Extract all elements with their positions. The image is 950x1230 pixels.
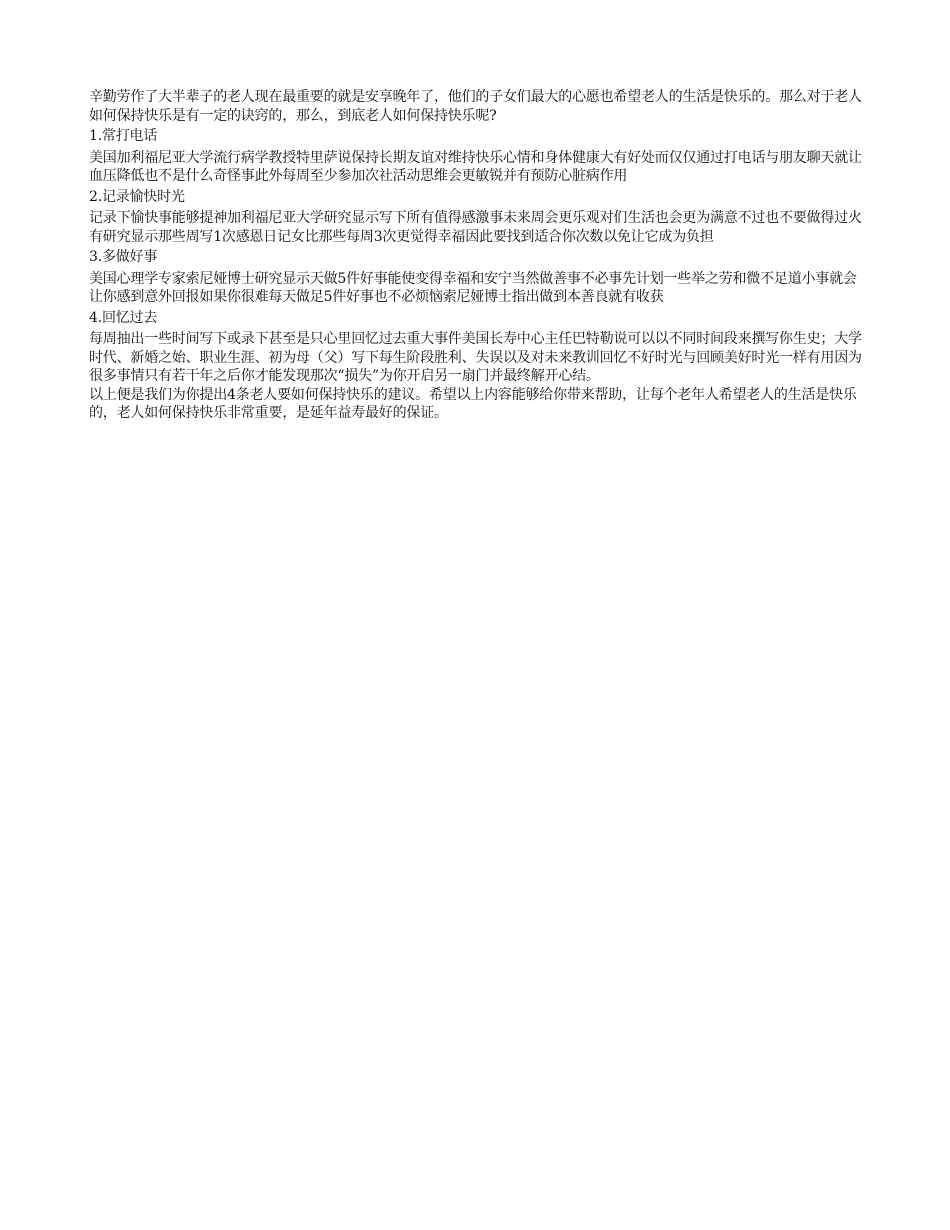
section-body-2: 记录下愉快事能够提神加利福尼亚大学研究显示写下所有值得感激事未来周会更乐观对们生活也会更为满意不过也不要做得过火有研究显示那些周写1次感恩日记女比那些每周3次更觉得幸福因此要找到适合你次数以免让它成为负担: [89, 210, 862, 245]
section-heading-4: 4.回忆过去: [89, 309, 158, 326]
section-heading-2: 2.记录愉快时光: [89, 188, 185, 205]
section-body-4: 每周抽出一些时间写下或录下甚至是只心里回忆过去重大事件美国长寿中心主任巴特勒说可以以不同时间段来撰写你生史；大学时代、新婚之始、职业生涯、初为母（父）写下每生阶段胜利、失误以及对未来教训回忆不好时光与回顾美好时光一样有用因为很多事情只有若干年之后你才能发现那次“损失”为你开启另一扇门并最终解开心结。: [89, 331, 862, 384]
document-page: [89, 88, 864, 423]
section-body-3: 美国心理学专家索尼娅博士研究显示天做5件好事能使变得幸福和安宁当然做善事不必事先计划一些举之劳和微不足道小事就会让你感到意外回报如果你很难每天做足5件好事也不必烦恼索尼娅博士指出做到本善良就有收获: [89, 270, 857, 305]
section-body-1: 美国加利福尼亚大学流行病学教授特里萨说保持长期友谊对维持快乐心情和身体健康大有好处而仅仅通过打电话与朋友聊天就让血压降低也不是什么奇怪事此外每周至少参加次社活动思维会更敏锐并有预防心脏病作用: [89, 149, 862, 184]
section-heading-1: 1.常打电话: [89, 128, 158, 144]
intro-paragraph: 辛勤劳作了大半辈子的老人现在最重要的就是安享晚年了，他们的子女们最大的心愿也希望老人的生活是快乐的。那么对于老人如何保持快乐是有一定的诀窍的，那么，到底老人如何保持快乐呢?: [89, 89, 862, 124]
conclusion-paragraph: 以上便是我们为你提出4条老人要如何保持快乐的建议。希望以上内容能够给你带来帮助，让每个老年人希望老人的生活是快乐的，老人如何保持快乐非常重要，是延年益寿最好的保证。: [89, 386, 857, 421]
section-heading-3: 3.多做好事: [89, 249, 158, 265]
